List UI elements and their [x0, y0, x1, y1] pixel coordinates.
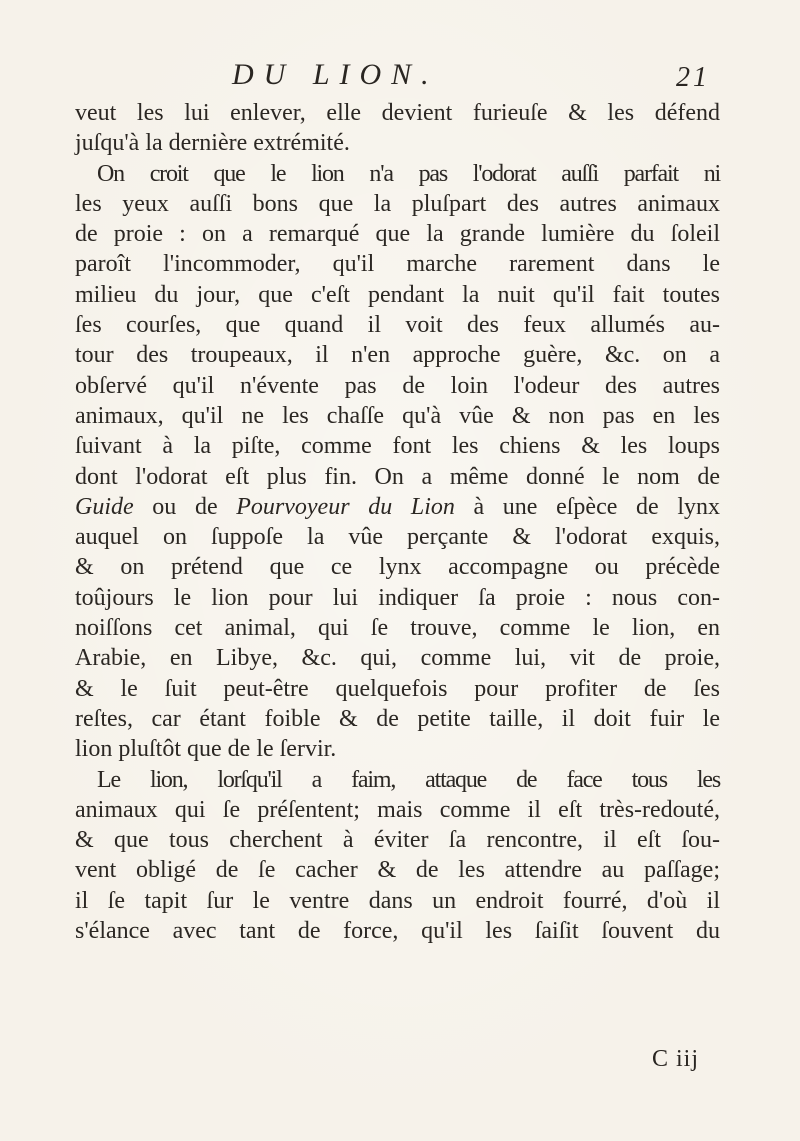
text-line: lion pluſtôt que de le ſervir.: [75, 736, 337, 763]
paragraph: [75, 159, 720, 765]
text-line: & on prétend que ce lynx accompagne ou précède: [75, 554, 720, 581]
text-line: juſqu'à la dernière extrémité.: [75, 130, 350, 157]
text-line: toûjours le lion pour lui indiquer ſa proie : nous con-: [75, 584, 720, 611]
text-line: il ſe tapit ſur le ventre dans un endroit fourré, d'où il: [75, 887, 720, 914]
text-line: animaux qui ſe préſentent; mais comme il eſt très-redouté,: [75, 796, 720, 823]
text-line: animaux, qu'il ne les chaſſe qu'à vûe & non pas en les: [75, 402, 720, 429]
text-line: On croit que le lion n'a pas l'odorat auſſi parfait ni: [97, 160, 720, 187]
text-line: & le ſuit peut-être quelquefois pour profiter de ſes: [75, 675, 720, 702]
text-line: Arabie, en Libye, &c. qui, comme lui, vit de proie,: [75, 645, 720, 672]
text-line: dont l'odorat eſt plus fin. On a même donné le nom de: [75, 463, 720, 490]
paragraph: [75, 98, 720, 159]
paragraph: [75, 765, 720, 947]
text-line: Le lion, lorſqu'il a faim, attaque de face tous les: [97, 766, 720, 793]
italic-term: Guide: [75, 493, 134, 520]
text-line-with-italics: Guide ou de Pourvoyeur du Lion à une eſpèce de lynx: [75, 493, 720, 520]
running-title: DU LION.: [232, 58, 439, 91]
text-line: noiſſons cet animal, qui ſe trouve, comme le lion, en: [75, 615, 720, 642]
text-line: les yeux auſſi bons que la pluſpart des autres animaux: [75, 190, 720, 217]
text-line: milieu du jour, que c'eſt pendant la nuit qu'il fait toutes: [75, 281, 720, 308]
text-line: s'élance avec tant de force, qu'il les ſaiſit ſouvent du: [75, 918, 720, 945]
text-line: paroît l'incommoder, qu'il marche rarement dans le: [75, 251, 720, 278]
text-line: ſuivant à la piſte, comme font les chiens & les loups: [75, 433, 720, 460]
italic-term: Pourvoyeur du Lion: [236, 493, 455, 520]
text-line: auquel on ſuppoſe la vûe perçante & l'odorat exquis,: [75, 524, 720, 551]
text-line: tour des troupeaux, il n'en approche guère, &c. on a: [75, 342, 720, 369]
text-line: veut les lui enlever, elle devient furieuſe & les défend: [75, 100, 720, 126]
text-line: vent obligé de ſe cacher & de les attendre au paſſage;: [75, 857, 720, 884]
body-text: [75, 98, 720, 946]
text-line: obſervé qu'il n'évente pas de loin l'odeur des autres: [75, 372, 720, 399]
text-line: de proie : on a remarqué que la grande lumière du ſoleil: [75, 221, 720, 248]
text-line: ſes courſes, que quand il voit des feux allumés au-: [75, 312, 720, 339]
text-line: & que tous cherchent à éviter ſa rencontre, il eſt ſou-: [75, 827, 720, 854]
signature-mark: C iij: [652, 1046, 700, 1072]
running-head: [0, 58, 800, 98]
text-line: reſtes, car étant foible & de petite taille, il doit fuir le: [75, 705, 720, 732]
page-number: 21: [676, 62, 710, 93]
